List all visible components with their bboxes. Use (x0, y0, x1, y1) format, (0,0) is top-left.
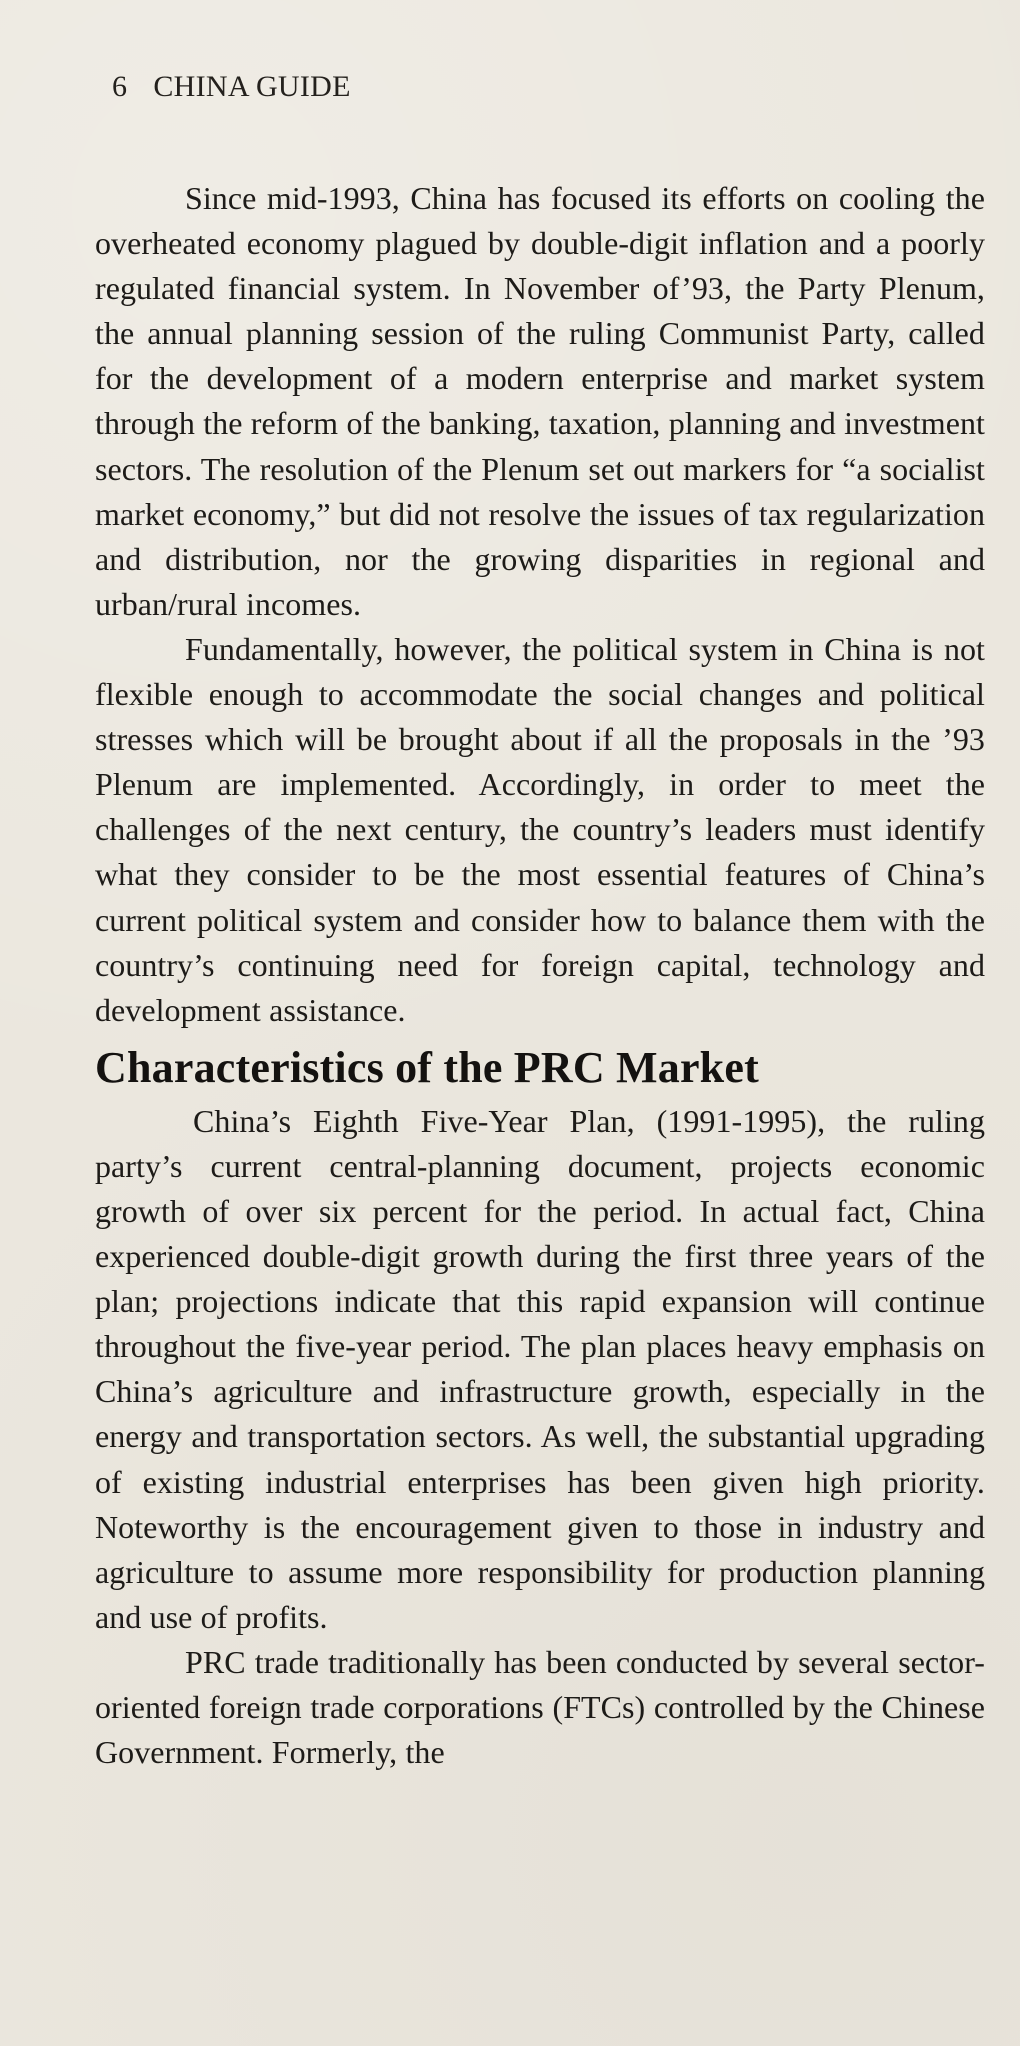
market-paragraph: China’s Eighth Five-Year Plan, (1991-1995), the ruling party’s current central-planning document, projects economic growth of over six percent for the period. In actual fact, China experienced double-digit growth during the first three years of the plan; projections indicate that this rapid expansion will continue throughout the five-year period. The plan places heavy emphasis on China’s agriculture and infrastructure growth, especially in the energy and transportation sectors. As well, the substantial upgrading of existing industrial enterprises has been given high priority. Noteworthy is the encouragement given to those in industry and agriculture to assume more responsibility for production planning and use of profits. (95, 1102, 985, 1635)
intro-paragraph: Since mid-1993, China has focused its efforts on cooling the overheated economy plagued by double-digit inflation and a poorly regulated financial system. In November of’93, the Party Plenum, the annual planning session of the ruling Communist Party, called for the development of a modern enterprise and market system through the reform of the banking, taxation, planning and investment sectors. The resolution of the Plenum set out markers for “a socialist market economy,” but did not resolve the issues of tax regularization and distribution, nor the growing disparities in regional and urban/rural incomes. (95, 180, 985, 622)
running-title: CHINA GUIDE (153, 70, 351, 103)
running-head (112, 72, 351, 102)
section-heading: Characteristics of the PRC Market (95, 1042, 759, 1092)
trade-paragraph: PRC trade traditionally has been conducted by several sector-oriented foreign trade corporations (FTCs) controlled by the Chinese Government. Formerly, the (95, 1643, 985, 1771)
main-text (95, 176, 985, 1775)
page-number: 6 (112, 70, 128, 103)
political-system-paragraph: Fundamentally, however, the political system in China is not flexible enough to accommodate the social changes and political stresses which will be brought about if all the proposals in the ’93 Plenum are implemented. Accordingly, in order to meet the challenges of the next century, the country’s leaders must identify what they consider to be the most essential features of China’s current political system and consider how to balance them with the country’s continuing need for foreign capital, technology and development assistance. (95, 630, 985, 1028)
